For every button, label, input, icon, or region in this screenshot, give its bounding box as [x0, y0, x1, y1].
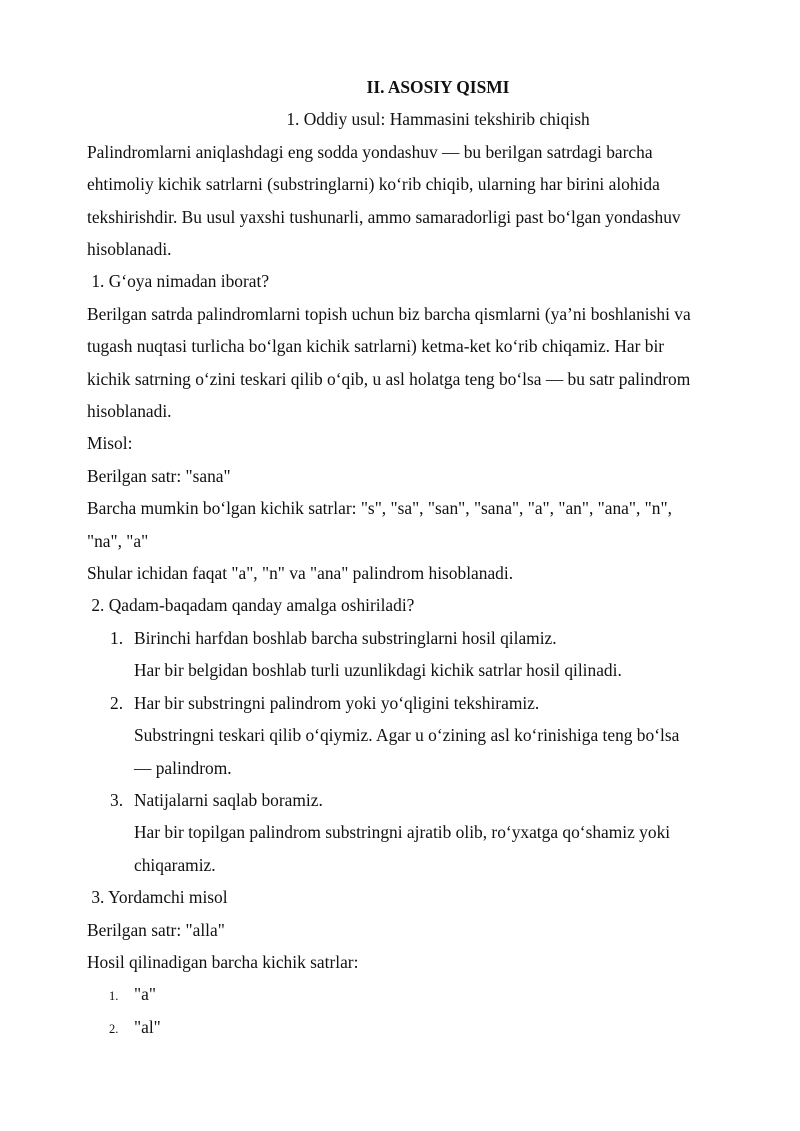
- intro-line: hisoblanadi.: [87, 239, 172, 259]
- subtitle: 1. Oddiy usul: Hammasini tekshirib chiqish: [286, 109, 590, 129]
- list-number: 1.: [109, 989, 119, 1003]
- step-detail: — palindrom.: [134, 758, 232, 778]
- idea-line: tugash nuqtasi turlicha bo‘lgan kichik satrlarni) ketma-ket ko‘rib chiqamiz. Har bir: [87, 336, 665, 356]
- step-detail: chiqaramiz.: [134, 855, 216, 875]
- example-substrings: Barcha mumkin bo‘lgan kichik satrlar: "s", "sa", "san", "sana", "a", "an", "ana", "n",: [87, 498, 672, 518]
- step-title: Natijalarni saqlab boramiz.: [134, 790, 323, 810]
- heading-steps: 2. Qadam-baqadam qanday amalga oshiriladi?: [87, 595, 415, 615]
- idea-line: Berilgan satrda palindromlarni topish uchun biz barcha qismlarni (ya’ni boshlanishi va: [87, 304, 691, 324]
- list-number: 2.: [109, 1022, 119, 1036]
- idea-line: hisoblanadi.: [87, 401, 172, 421]
- step-title: Birinchi harfdan boshlab barcha substringlarni hosil qilamiz.: [134, 628, 557, 648]
- aux-given: Berilgan satr: "alla": [87, 920, 225, 940]
- step-detail: Substringni teskari qilib o‘qiymiz. Agar u o‘zining asl ko‘rinishiga teng bo‘lsa: [134, 725, 680, 745]
- aux-label: Hosil qilinadigan barcha kichik satrlar:: [87, 952, 359, 972]
- example-substrings: "na", "a": [87, 531, 149, 551]
- step-title: Har bir substringni palindrom yoki yo‘qligini tekshiramiz.: [134, 693, 540, 713]
- intro-line: tekshirishdir. Bu usul yaxshi tushunarli, ammo samaradorligi past bo‘lgan yondashuv: [87, 207, 681, 227]
- example-given: Berilgan satr: "sana": [87, 466, 231, 486]
- section-title: II. ASOSIY QISMI: [366, 77, 510, 97]
- step-detail: Har bir belgidan boshlab turli uzunlikdagi kichik satrlar hosil qilinadi.: [134, 660, 622, 680]
- step-number: 3.: [110, 790, 124, 810]
- step-detail: Har bir topilgan palindrom substringni ajratib olib, ro‘yxatga qo‘shamiz yoki: [134, 822, 671, 842]
- example-label: Misol:: [87, 433, 133, 453]
- example-result: Shular ichidan faqat "a", "n" va "ana" palindrom hisoblanadi.: [87, 563, 514, 583]
- list-item: "al": [134, 1017, 161, 1037]
- step-number: 2.: [110, 693, 124, 713]
- heading-aux-example: 3. Yordamchi misol: [87, 887, 228, 907]
- intro-line: Palindromlarni aniqlashdagi eng sodda yondashuv — bu berilgan satrdagi barcha: [87, 142, 653, 162]
- intro-line: ehtimoliy kichik satrlarni (substringlarni) ko‘rib chiqib, ularning har birini alohida: [87, 174, 660, 194]
- step-number: 1.: [110, 628, 124, 648]
- idea-line: kichik satrning o‘zini teskari qilib o‘qib, u asl holatga teng bo‘lsa — bu satr palindrom: [87, 369, 691, 389]
- list-item: "a": [134, 984, 156, 1004]
- heading-idea: 1. G‘oya nimadan iborat?: [87, 271, 270, 291]
